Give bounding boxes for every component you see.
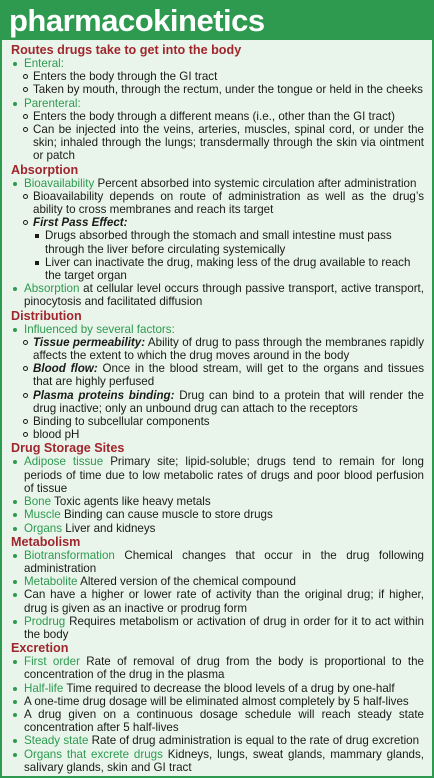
list-item-influenced	[11, 323, 424, 336]
term-muscle: Muscle	[24, 508, 61, 522]
list-item: Taken by mouth, through the rectum, under the tongue or held in the cheeks	[21, 83, 424, 96]
definition: Time required to decrease the blood levels of a drug by one-half	[63, 681, 395, 695]
excretion-list	[11, 655, 424, 774]
list-item-metabolite	[11, 575, 424, 588]
list-item-plasma-proteins	[21, 389, 424, 415]
distribution-list	[11, 323, 424, 442]
list-item: Binding to subcellular components	[21, 415, 424, 428]
list-item-prodrug	[11, 615, 424, 641]
term-enteral: Enteral:	[24, 57, 64, 70]
list-item-organs	[11, 522, 424, 535]
definition: Kidneys, lungs, sweat glands, mammary glands, salivary glands, skin and GI tract	[24, 747, 424, 774]
metabolism-list	[11, 549, 424, 641]
list-item: Can have a higher or lower rate of activity than the original drug; if higher, drug is given as an inactive or prodrug form	[11, 588, 424, 614]
list-item-adipose	[11, 455, 424, 495]
term-parenteral: Parenteral:	[24, 96, 81, 110]
definition: Binding can cause muscle to store drugs	[60, 508, 273, 522]
list-item-half-life	[11, 682, 424, 695]
term-adipose: Adipose tissue	[24, 455, 104, 469]
list-item-tissue-permeability	[21, 336, 424, 362]
list-item: Bioavailability depends on route of administration as well as the drug’s ability to cross membranes and reach its target	[21, 190, 424, 216]
term-plasma-proteins: Plasma proteins binding:	[33, 388, 175, 402]
definition: at cellular level occurs through passive transport, active transport, pinocytosis and facilitated diffusion	[24, 282, 424, 309]
term-blood-flow: Blood flow:	[33, 362, 98, 376]
list-item-steady-state	[11, 734, 424, 747]
definition: Requires metabolism or activation of drug in order for it to act within the body	[24, 614, 424, 641]
list-item: A drug given on a continuous dosage schedule will reach steady state concentration after 5 half-lives	[11, 708, 424, 734]
list-item-muscle	[11, 508, 424, 521]
term-prodrug: Prodrug	[24, 614, 66, 628]
list-item: blood pH	[21, 428, 424, 441]
definition: Primary site; lipid-soluble; drugs tend to remain for long periods of time due to low metabolic rates of drugs and poor blood perfusion of tissue	[24, 455, 424, 495]
definition: Altered version of the chemical compound	[77, 575, 296, 589]
storage-list	[11, 455, 424, 534]
term-steady-state: Steady state	[24, 734, 89, 748]
routes-list	[11, 57, 424, 163]
list-item-first-order	[11, 655, 424, 681]
list-item: A one-time drug dosage will be eliminated almost completely by 5 half-lives	[11, 695, 424, 708]
definition: Percent absorbed into systemic circulation after administration	[94, 176, 417, 190]
definition: Ability of drug to pass through the membranes rapidly affects the extent to which the drug moves around in the body	[33, 335, 424, 363]
definition: Toxic agents like heavy metals	[51, 495, 211, 509]
page-title: pharmacokinetics	[2, 2, 432, 40]
section-title-absorption: Absorption	[11, 162, 79, 177]
term-absorption: Absorption	[24, 282, 80, 296]
term-tissue-permeability: Tissue permeability:	[33, 335, 146, 349]
definition: Once in the blood stream, will get to the organs and tissues that are highly perfused	[33, 362, 425, 389]
definition: Drug can bind to a protein that will render the drug inactive; only an unbound drug can attach to the receptors	[33, 388, 424, 415]
list-item-absorption	[11, 282, 424, 308]
section-title-excretion: Excretion	[11, 641, 69, 656]
list-item-parenteral	[11, 97, 424, 110]
list-item: Drugs absorbed through the stomach and small intestine must pass through the liver before circulating systemically	[33, 229, 424, 255]
list-item-first-pass	[21, 216, 424, 229]
term-organs: Organs	[24, 521, 63, 535]
absorption-list	[11, 177, 424, 309]
definition: Rate of drug administration is equal to the rate of drug excretion	[88, 734, 420, 748]
definition: Rate of removal of drug from the body is proportional to the concentration of the drug in the plasma	[24, 655, 424, 682]
term-organs-excrete: Organs that excrete drugs	[24, 747, 163, 761]
list-item-enteral	[11, 57, 424, 70]
section-title-distribution: Distribution	[11, 308, 82, 323]
term-biotransformation: Biotransformation	[24, 548, 115, 562]
list-item: Liver can inactivate the drug, making less of the drug available to reach the target organ	[33, 256, 424, 282]
list-item-bone	[11, 495, 424, 508]
list-item: Enters the body through a different means (i.e., other than the GI tract)	[21, 110, 424, 123]
term-bone: Bone	[24, 495, 52, 509]
list-item-bioavailability	[11, 177, 424, 190]
definition: Liver and kidneys	[62, 521, 156, 535]
term-first-pass: First Pass Effect:	[33, 216, 128, 230]
term-half-life: Half-life	[24, 681, 64, 695]
list-item-biotransformation	[11, 549, 424, 575]
content	[2, 40, 432, 774]
term-bioavailability: Bioavailability	[24, 176, 95, 190]
list-item: Enters the body through the GI tract	[21, 70, 424, 83]
list-item: Can be injected into the veins, arteries, muscles, spinal cord, or under the skin; inhaled through the lungs; transdermally through the skin via ointment or patch	[21, 123, 424, 163]
section-title-storage: Drug Storage Sites	[11, 441, 125, 456]
term-metabolite: Metabolite	[24, 575, 78, 589]
list-item-organs-excrete	[11, 748, 424, 774]
term-influenced: Influenced by several factors:	[24, 322, 175, 336]
list-item-blood-flow	[21, 362, 424, 388]
section-title-metabolism: Metabolism	[11, 534, 81, 549]
definition: Chemical changes that occur in the drug following administration	[24, 548, 424, 575]
section-title-routes: Routes drugs take to get into the body	[11, 43, 242, 57]
term-first-order: First order	[24, 655, 80, 669]
